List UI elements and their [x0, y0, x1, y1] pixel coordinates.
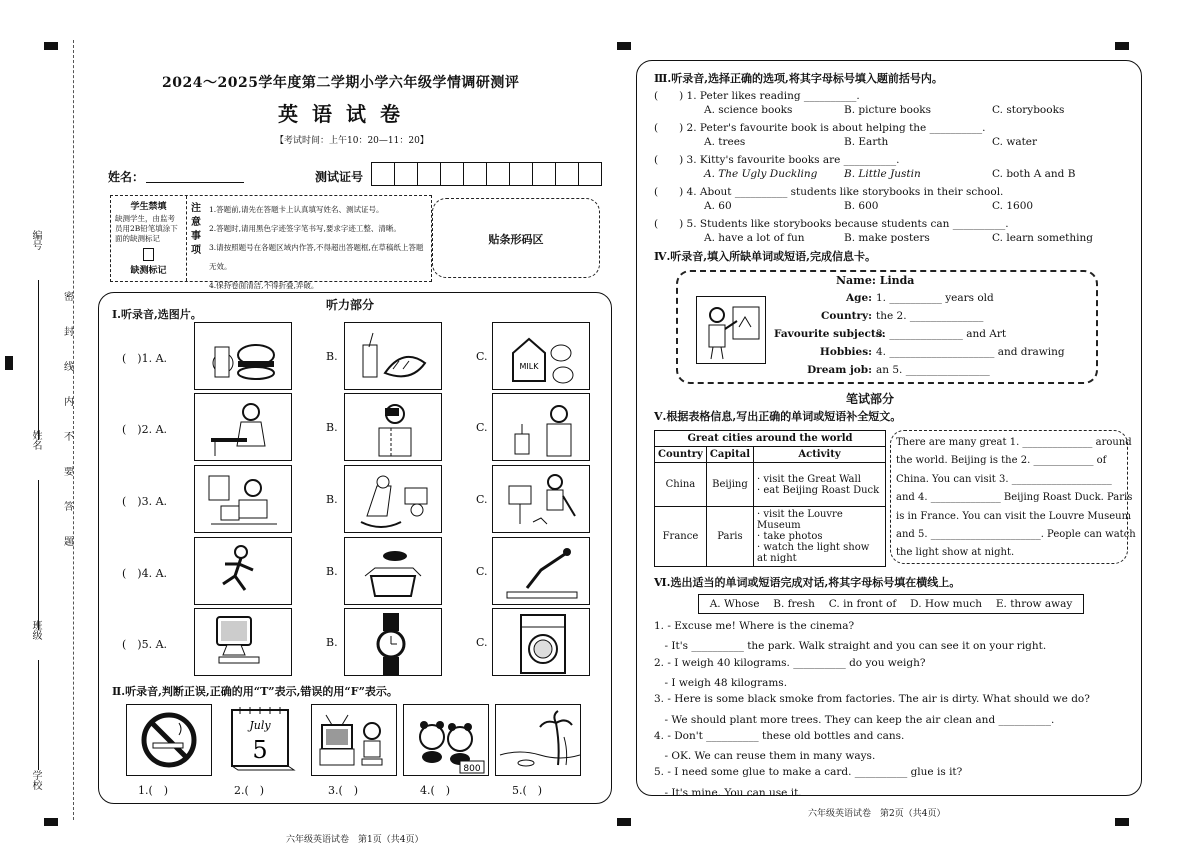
exam-time: 【考试时间：上午10：20—11：20】 — [275, 136, 429, 146]
table-cell: · visit the Great Wall · eat Beijing Roast Duck — [754, 463, 886, 507]
absent-box — [111, 196, 187, 281]
writing-title: 笔试部分 — [846, 392, 895, 406]
question-number: ( )2. A. — [122, 423, 168, 436]
mc-question[interactable]: ( ) 5. Students like storybooks because students can __________. — [654, 218, 1009, 230]
table-cell: France — [655, 507, 707, 567]
absent-text: 缺测学生，由监考员用2B铅笔填涂下面的缺测标记 — [115, 214, 178, 243]
tf-answer-3[interactable]: 3.( ) — [328, 784, 359, 797]
dialogue-line[interactable]: 2. - I weigh 40 kilograms. __________ do you weigh? — [654, 656, 926, 669]
svg-text:MILK: MILK — [519, 362, 539, 371]
mc-option-b: B. make posters — [844, 232, 930, 244]
mc-question[interactable]: ( ) 2. Peter's favourite book is about helping the __________. — [654, 122, 986, 134]
notice-block — [110, 195, 432, 290]
card-name: Name: Linda — [836, 274, 915, 287]
mc-option-c: C. learn something — [992, 232, 1093, 244]
mc-question[interactable]: ( ) 1. Peter likes reading __________. — [654, 90, 860, 102]
mc-option-a: A. have a lot of fun — [704, 232, 805, 244]
side-label-class: 班级 — [30, 620, 41, 640]
attention-title: 注意事项 — [191, 203, 201, 256]
side-label-school: 学校 — [30, 770, 41, 790]
mc-option-a: A. 60 — [704, 200, 732, 212]
name-label: 姓名： — [108, 170, 145, 184]
table-header: Activity — [754, 447, 886, 463]
option-b-label: B. — [326, 636, 338, 649]
mc-question[interactable]: ( ) 3. Kitty's favourite books are __________. — [654, 154, 900, 166]
options-box: A. Whose B. fresh C. in front of D. How much E. throw away — [698, 594, 1084, 614]
picture-beach — [495, 704, 581, 776]
dialogue-line[interactable]: 5. - I need some glue to make a card. __________ glue is it? — [654, 766, 963, 779]
dialogue-line[interactable]: 1. - Excuse me! Where is the cinema? — [654, 620, 855, 632]
option-c-label: C. — [476, 565, 488, 578]
question-number: ( )3. A. — [122, 495, 168, 508]
mc-option-b: B. Little Justin — [844, 168, 921, 180]
card-blank[interactable]: 4. ____________________ and drawing — [876, 346, 1065, 358]
picture-girl-painting — [696, 296, 766, 364]
picture-diving — [492, 537, 590, 605]
mc-option-c: C. water — [992, 136, 1038, 148]
table-cell: · visit the Louvre Museum · take photos · watch the light show at night — [754, 507, 886, 567]
option-c-label: C. — [476, 636, 488, 649]
table-cell: Paris — [706, 507, 753, 567]
table-header: Capital — [706, 447, 753, 463]
option-b-label: B. — [326, 493, 338, 506]
picture-man-drinking — [344, 393, 442, 461]
absent-mark-label: 缺测标记 — [130, 266, 167, 276]
table-cell: Beijing — [706, 463, 753, 507]
mc-option-a: A. trees — [704, 136, 746, 148]
option-c-label: C. — [476, 493, 488, 506]
picture-woman-writing — [194, 393, 292, 461]
picture-computer — [194, 608, 292, 676]
picture-boat — [344, 537, 442, 605]
picture-calendar — [218, 704, 302, 774]
picture-girl-sweeping — [492, 465, 590, 533]
listening-title: 听力部分 — [326, 298, 375, 312]
section2-title: Ⅱ.听录音,判断正误,正确的用“T”表示,错误的用“F”表示。 — [112, 685, 398, 698]
absent-mark-box[interactable] — [143, 248, 154, 261]
registration-mark — [617, 818, 631, 826]
absent-title: 学生禁填 — [130, 202, 167, 212]
table-header: Country — [655, 447, 707, 463]
mc-option-c: C. both A and B — [992, 168, 1076, 180]
barcode-area[interactable] — [432, 198, 600, 278]
card-label: Age: — [845, 292, 872, 304]
mc-option-b: B. Earth — [844, 136, 889, 148]
dialogue-line[interactable]: - I weigh 48 kilograms. — [654, 676, 788, 689]
mc-option-b: B. picture books — [844, 104, 932, 116]
question-number: ( )4. A. — [122, 567, 168, 580]
tf-answer-4[interactable]: 4.( ) — [420, 784, 451, 797]
section4-title: Ⅳ.听录音,填入所缺单词或短语,完成信息卡。 — [654, 250, 876, 263]
side-line — [38, 480, 39, 630]
tf-answer-5[interactable]: 5.( ) — [512, 784, 543, 797]
mc-option-a: A. The Ugly Duckling — [704, 168, 818, 180]
dialogue-line[interactable]: 4. - Don't __________ these old bottles and cans. — [654, 729, 905, 742]
picture-grandma-reading — [344, 465, 442, 533]
page1-footer: 六年级英语试卷 第1页（共4页） — [286, 835, 424, 845]
passage-line[interactable]: China. You can visit 3. ____________________ — [896, 473, 1112, 485]
picture-family-drawing — [194, 465, 292, 533]
picture-boy-running — [194, 537, 292, 605]
dialogue-line[interactable]: - We should plant more trees. They can keep the air clean and __________. — [654, 713, 1055, 726]
dialogue-line[interactable]: - It's mine. You can use it. — [654, 786, 802, 799]
scale-value: 800 — [463, 764, 481, 774]
page-2 — [636, 0, 1140, 849]
dialogue-line[interactable]: - OK. We can reuse them in many ways. — [654, 750, 876, 763]
exam-title: 2024～2025学年度第二学期小学六年级学情调研测评 — [162, 75, 520, 91]
card-blank[interactable]: 1. __________ years old — [876, 292, 994, 304]
card-blank[interactable]: the 2. ______________ — [876, 310, 984, 322]
picture-no-smoking — [126, 704, 212, 776]
barcode-label: 贴条形码区 — [488, 233, 544, 246]
subject-title: 英语试卷 — [278, 102, 414, 126]
seal-warning: 密 封 线 内 不 要 答 题 — [64, 292, 74, 548]
picture-juice-bread — [344, 322, 442, 390]
side-label-id: 编号 — [30, 230, 41, 250]
passage-box — [890, 430, 1136, 564]
picture-milk-eggs — [492, 322, 590, 390]
passage-line[interactable]: and 4. ______________ Beijing Roast Duck. Paris — [896, 492, 1133, 504]
id-boxes[interactable] — [372, 162, 602, 189]
tf-answer-2[interactable]: 2.( ) — [234, 784, 265, 797]
picture-doctor — [492, 393, 590, 461]
picture-juice-hamburger — [194, 322, 292, 390]
mc-option-c: C. 1600 — [992, 200, 1034, 212]
option-c-label: C. — [476, 421, 488, 434]
section5-title: Ⅴ.根据表格信息,写出正确的单词或短语补全短文。 — [654, 410, 902, 423]
passage-line[interactable]: is in France. You can visit the Louvre Museum — [896, 510, 1132, 522]
name-field[interactable] — [146, 182, 244, 183]
picture-girl-tv — [311, 704, 397, 776]
mc-option-b: B. 600 — [844, 200, 879, 212]
card-label: Dream job: — [807, 364, 872, 376]
calendar-month: July — [249, 719, 271, 732]
question-number: ( )1. A. — [122, 352, 168, 365]
binding-strip — [18, 40, 88, 820]
picture-pandas — [403, 704, 489, 776]
section6-title: Ⅵ.选出适当的单词或短语完成对话,将其字母标号填在横线上。 — [654, 576, 961, 589]
registration-mark — [5, 356, 13, 370]
tf-answer-1[interactable]: 1.( ) — [138, 784, 169, 797]
page-1 — [90, 0, 610, 849]
side-line — [38, 660, 39, 770]
side-line — [38, 280, 39, 440]
card-label: Favourite subjects: — [774, 328, 886, 340]
passage-line[interactable]: the light show at night. — [896, 547, 1015, 559]
dialogue-line[interactable]: - It's __________ the park. Walk straight and you can see it on your right. — [654, 640, 1047, 653]
card-blank[interactable]: 3. ______________ and Art — [876, 328, 1007, 340]
section3-title: Ⅲ.听录音,选择正确的选项,将其字母标号填入题前括号内。 — [654, 72, 943, 85]
mc-option-a: A. science books — [704, 104, 793, 116]
side-label-name: 姓名 — [30, 430, 41, 450]
cities-table — [654, 430, 886, 567]
option-b-label: B. — [326, 565, 338, 578]
calendar-day: 5 — [252, 736, 268, 764]
registration-mark — [617, 42, 631, 50]
picture-watch — [344, 608, 442, 676]
question-number: ( )5. A. — [122, 638, 168, 651]
option-b-label: B. — [326, 350, 338, 363]
passage-line[interactable]: the world. Beijing is the 2. ____________ of — [896, 455, 1107, 467]
id-label: 测试证号 — [315, 170, 364, 184]
card-blank[interactable]: an 5. ________________ — [876, 364, 990, 376]
passage-line[interactable]: and 5. ______________________. People can watch — [896, 529, 1136, 541]
picture-washing-machine — [492, 608, 590, 676]
table-caption: Great cities around the world — [655, 431, 886, 447]
page2-footer: 六年级英语试卷 第2页（共4页） — [808, 809, 946, 819]
passage-line[interactable]: There are many great 1. ______________ around — [896, 437, 1132, 448]
attention-list: 1.答题前,请先在答题卡上认真填写姓名、测试证号。 2.答题时,请用黑色字迹签字笔书写,要求字迹工整、清晰。 3.请按照题号在各题区域内作答,不得超出答题框,在草稿纸上答题无效。 4.保持卷面清洁,不得折叠,弄破。 — [209, 205, 424, 290]
table-cell: China — [655, 463, 707, 507]
section1-title: Ⅰ.听录音,选图片。 — [112, 308, 202, 321]
mc-question[interactable]: ( ) 4. About __________ students like storybooks in their school. — [654, 186, 1004, 198]
option-b-label: B. — [326, 421, 338, 434]
dialogue-line[interactable]: 3. - Here is some black smoke from factories. The air is dirty. What should we do? — [654, 693, 1090, 706]
mc-option-c: C. storybooks — [992, 104, 1065, 116]
card-label: Country: — [821, 310, 872, 322]
option-c-label: C. — [476, 350, 488, 363]
card-label: Hobbies: — [819, 346, 872, 358]
